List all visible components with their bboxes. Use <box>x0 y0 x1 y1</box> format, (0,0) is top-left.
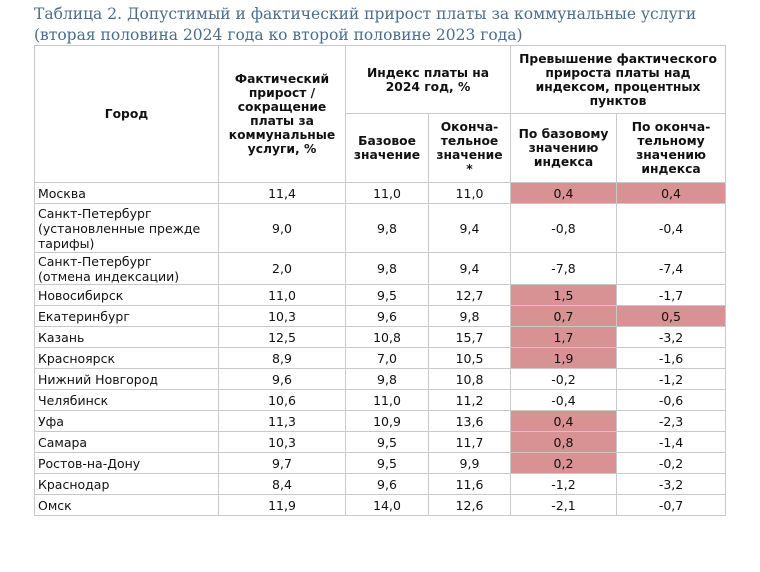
cell-actual-growth: 9,6 <box>219 369 346 390</box>
table-body <box>35 183 726 516</box>
table-row <box>35 474 726 495</box>
cell-actual-growth: 9,0 <box>219 204 346 253</box>
cell-final-value: 9,4 <box>429 253 511 285</box>
cell-excess-by-base: -0,4 <box>511 390 617 411</box>
table-row <box>35 390 726 411</box>
table-row <box>35 453 726 474</box>
cell-city: Краснодар <box>35 474 219 495</box>
utility-payment-table <box>34 45 726 516</box>
cell-excess-by-base: 0,4 <box>511 183 617 204</box>
cell-city: Санкт-Петербург (установленные прежде тарифы) <box>35 204 219 253</box>
caption-line-2: (вторая половина 2024 года ко второй половине 2023 года) <box>34 26 523 44</box>
cell-final-value: 11,6 <box>429 474 511 495</box>
cell-actual-growth: 12,5 <box>219 327 346 348</box>
cell-excess-by-base: -0,2 <box>511 369 617 390</box>
table-row <box>35 204 726 253</box>
cell-base-value: 9,6 <box>346 474 429 495</box>
cell-excess-by-final: -3,2 <box>617 327 726 348</box>
cell-excess-by-base: 0,2 <box>511 453 617 474</box>
cell-excess-by-final: -0,6 <box>617 390 726 411</box>
cell-final-value: 11,7 <box>429 432 511 453</box>
header-final-value: Оконча-тельное значение * <box>429 114 511 183</box>
table-row <box>35 327 726 348</box>
cell-actual-growth: 9,7 <box>219 453 346 474</box>
cell-base-value: 9,6 <box>346 306 429 327</box>
cell-excess-by-final: 0,5 <box>617 306 726 327</box>
cell-actual-growth: 8,4 <box>219 474 346 495</box>
header-city: Город <box>35 46 219 183</box>
header-index-group: Индекс платы на 2024 год, % <box>346 46 511 114</box>
table-row <box>35 183 726 204</box>
cell-final-value: 11,2 <box>429 390 511 411</box>
cell-base-value: 9,5 <box>346 285 429 306</box>
table-caption <box>34 4 754 46</box>
cell-city: Челябинск <box>35 390 219 411</box>
cell-actual-growth: 10,6 <box>219 390 346 411</box>
table-row <box>35 306 726 327</box>
header-actual-growth: Фактический прирост / сокращение платы за коммунальные услуги, % <box>219 46 346 183</box>
cell-city: Красноярск <box>35 348 219 369</box>
cell-excess-by-final: -0,7 <box>617 495 726 516</box>
cell-final-value: 15,7 <box>429 327 511 348</box>
cell-final-value: 13,6 <box>429 411 511 432</box>
cell-base-value: 10,9 <box>346 411 429 432</box>
cell-excess-by-base: 0,4 <box>511 411 617 432</box>
cell-actual-growth: 11,4 <box>219 183 346 204</box>
cell-city: Нижний Новгород <box>35 369 219 390</box>
cell-base-value: 9,8 <box>346 253 429 285</box>
cell-base-value: 14,0 <box>346 495 429 516</box>
cell-actual-growth: 10,3 <box>219 432 346 453</box>
cell-excess-by-base: 1,7 <box>511 327 617 348</box>
cell-excess-by-final: -1,6 <box>617 348 726 369</box>
cell-excess-by-base: 1,5 <box>511 285 617 306</box>
cell-actual-growth: 2,0 <box>219 253 346 285</box>
cell-actual-growth: 8,9 <box>219 348 346 369</box>
header-base-value: Базовое значение <box>346 114 429 183</box>
cell-final-value: 9,8 <box>429 306 511 327</box>
header-by-final: По оконча-тельному значению индекса <box>617 114 726 183</box>
cell-base-value: 11,0 <box>346 183 429 204</box>
cell-final-value: 12,7 <box>429 285 511 306</box>
cell-excess-by-base: 1,9 <box>511 348 617 369</box>
table-row <box>35 369 726 390</box>
cell-base-value: 11,0 <box>346 390 429 411</box>
cell-city: Москва <box>35 183 219 204</box>
table-row <box>35 432 726 453</box>
header-by-base: По базовому значению индекса <box>511 114 617 183</box>
cell-excess-by-base: -0,8 <box>511 204 617 253</box>
cell-base-value: 9,5 <box>346 432 429 453</box>
cell-excess-by-base: -7,8 <box>511 253 617 285</box>
cell-final-value: 12,6 <box>429 495 511 516</box>
table-row <box>35 495 726 516</box>
cell-base-value: 7,0 <box>346 348 429 369</box>
cell-city: Уфа <box>35 411 219 432</box>
cell-excess-by-final: -1,2 <box>617 369 726 390</box>
table-row <box>35 411 726 432</box>
cell-final-value: 9,9 <box>429 453 511 474</box>
cell-actual-growth: 11,3 <box>219 411 346 432</box>
cell-base-value: 9,5 <box>346 453 429 474</box>
cell-city: Екатеринбург <box>35 306 219 327</box>
cell-city: Самара <box>35 432 219 453</box>
cell-excess-by-final: -2,3 <box>617 411 726 432</box>
cell-city: Новосибирск <box>35 285 219 306</box>
table-row <box>35 285 726 306</box>
cell-city: Ростов-на-Дону <box>35 453 219 474</box>
cell-city: Казань <box>35 327 219 348</box>
cell-final-value: 11,0 <box>429 183 511 204</box>
cell-city: Омск <box>35 495 219 516</box>
header-excess-group: Превышение фактического прироста платы над индексом, процентных пунктов <box>511 46 726 114</box>
cell-final-value: 9,4 <box>429 204 511 253</box>
cell-final-value: 10,8 <box>429 369 511 390</box>
cell-excess-by-base: 0,8 <box>511 432 617 453</box>
caption-line-1: Таблица 2. Допустимый и фактический прирост платы за коммунальные услуги <box>34 5 697 23</box>
table-header <box>35 46 726 183</box>
cell-excess-by-final: 0,4 <box>617 183 726 204</box>
table-row <box>35 253 726 285</box>
cell-actual-growth: 10,3 <box>219 306 346 327</box>
cell-excess-by-base: -1,2 <box>511 474 617 495</box>
cell-excess-by-final: -1,7 <box>617 285 726 306</box>
cell-excess-by-final: -7,4 <box>617 253 726 285</box>
cell-final-value: 10,5 <box>429 348 511 369</box>
cell-base-value: 9,8 <box>346 204 429 253</box>
cell-excess-by-final: -3,2 <box>617 474 726 495</box>
cell-excess-by-base: -2,1 <box>511 495 617 516</box>
cell-base-value: 10,8 <box>346 327 429 348</box>
cell-actual-growth: 11,0 <box>219 285 346 306</box>
cell-excess-by-final: -1,4 <box>617 432 726 453</box>
cell-city: Санкт-Петербург (отмена индексации) <box>35 253 219 285</box>
cell-actual-growth: 11,9 <box>219 495 346 516</box>
cell-excess-by-base: 0,7 <box>511 306 617 327</box>
cell-excess-by-final: -0,2 <box>617 453 726 474</box>
table-row <box>35 348 726 369</box>
cell-excess-by-final: -0,4 <box>617 204 726 253</box>
cell-base-value: 9,8 <box>346 369 429 390</box>
